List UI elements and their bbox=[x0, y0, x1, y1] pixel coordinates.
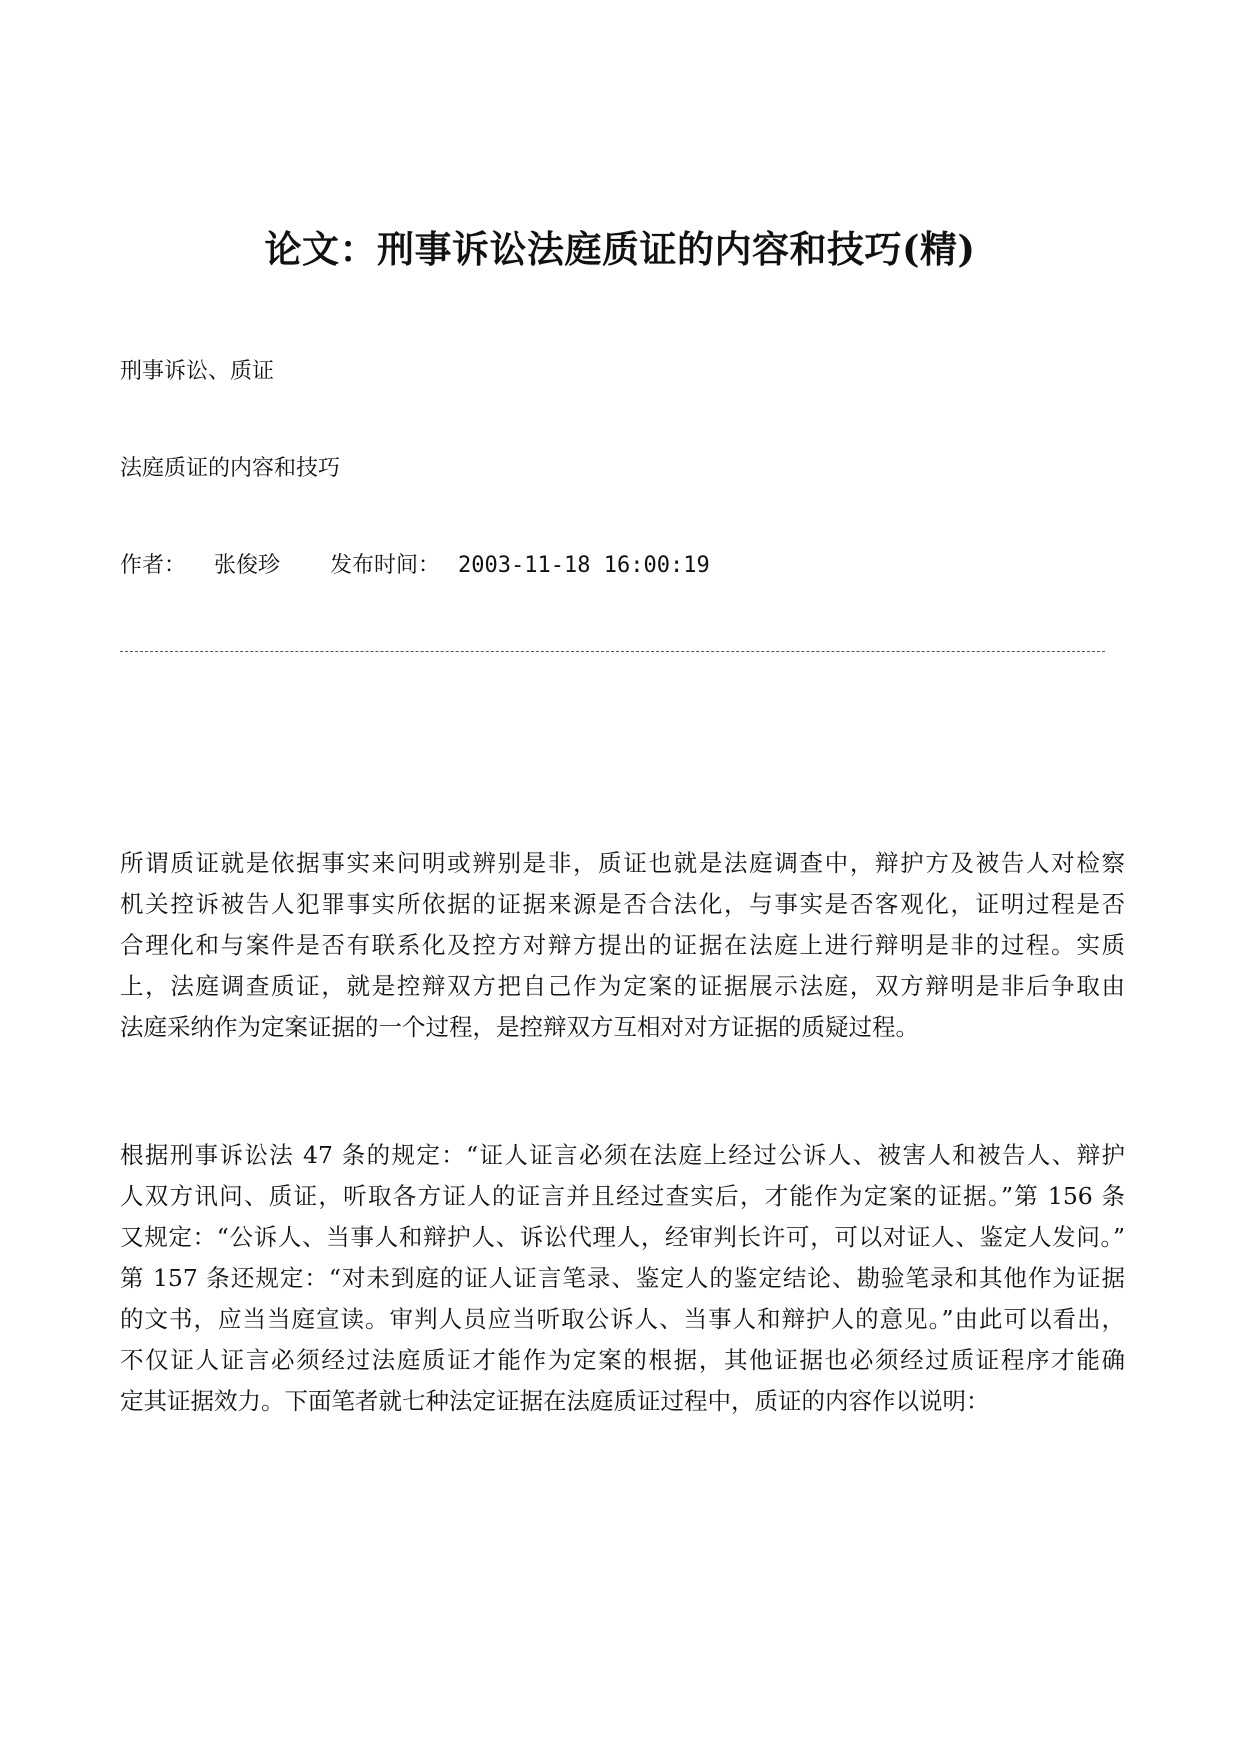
author-label: 作者： bbox=[120, 553, 187, 578]
document-title: 论文：刑事诉讼法庭质证的内容和技巧(精) bbox=[264, 227, 976, 271]
date-label: 发布时间： bbox=[330, 553, 441, 578]
paragraph-line: 机关控诉被告人犯罪事实所依据的证据来源是否合法化，与事实是否客观化，证明过程是否 bbox=[120, 890, 1125, 918]
keywords-line: 刑事诉讼、质证 bbox=[120, 359, 275, 384]
paragraph-line: 根据刑事诉讼法 47 条的规定：“证人证言必须在法庭上经过公诉人、被害人和被告人、辩护 bbox=[120, 1141, 1125, 1169]
paragraph-line: 第 157 条还规定：“对未到庭的证人证言笔录、鉴定人的鉴定结论、勘验笔录和其他作为证据 bbox=[120, 1264, 1125, 1292]
paragraph-line: 的文书，应当当庭宣读。审判人员应当听取公诉人、当事人和辩护人的意见。”由此可以看出， bbox=[120, 1305, 1125, 1333]
paragraph-1 bbox=[120, 843, 1125, 1048]
paragraph-line: 又规定：“公诉人、当事人和辩护人、诉讼代理人，经审判长许可，可以对证人、鉴定人发问。” bbox=[120, 1223, 1125, 1251]
paragraph-line: 法庭采纳作为定案证据的一个过程，是控辩双方互相对对方证据的质疑过程。 bbox=[120, 1013, 919, 1041]
paragraph-2 bbox=[120, 1135, 1125, 1422]
author-info-line bbox=[120, 551, 710, 581]
paragraph-line: 人双方讯问、质证，听取各方证人的证言并且经过查实后，才能作为定案的证据。”第 156 条 bbox=[120, 1182, 1125, 1210]
paragraph-line: 合理化和与案件是否有联系化及控方对辩方提出的证据在法庭上进行辩明是非的过程。实质 bbox=[120, 931, 1125, 959]
paragraph-line: 不仅证人证言必须经过法庭质证才能作为定案的根据，其他证据也必须经过质证程序才能确 bbox=[120, 1346, 1125, 1374]
paragraph-line: 上，法庭调查质证，就是控辩双方把自己作为定案的证据展示法庭，双方辩明是非后争取由 bbox=[120, 972, 1125, 1000]
dashed-divider bbox=[120, 651, 1105, 652]
paragraph-line: 所谓质证就是依据事实来问明或辨别是非，质证也就是法庭调查中，辩护方及被告人对检察 bbox=[120, 849, 1125, 877]
paragraph-line: 定其证据效力。下面笔者就七种法定证据在法庭质证过程中，质证的内容作以说明： bbox=[120, 1387, 990, 1415]
subtitle-line: 法庭质证的内容和技巧 bbox=[120, 456, 341, 481]
publish-date: 2003-11-18 16:00:19 bbox=[458, 553, 710, 578]
author-name: 张俊珍 bbox=[214, 553, 281, 578]
